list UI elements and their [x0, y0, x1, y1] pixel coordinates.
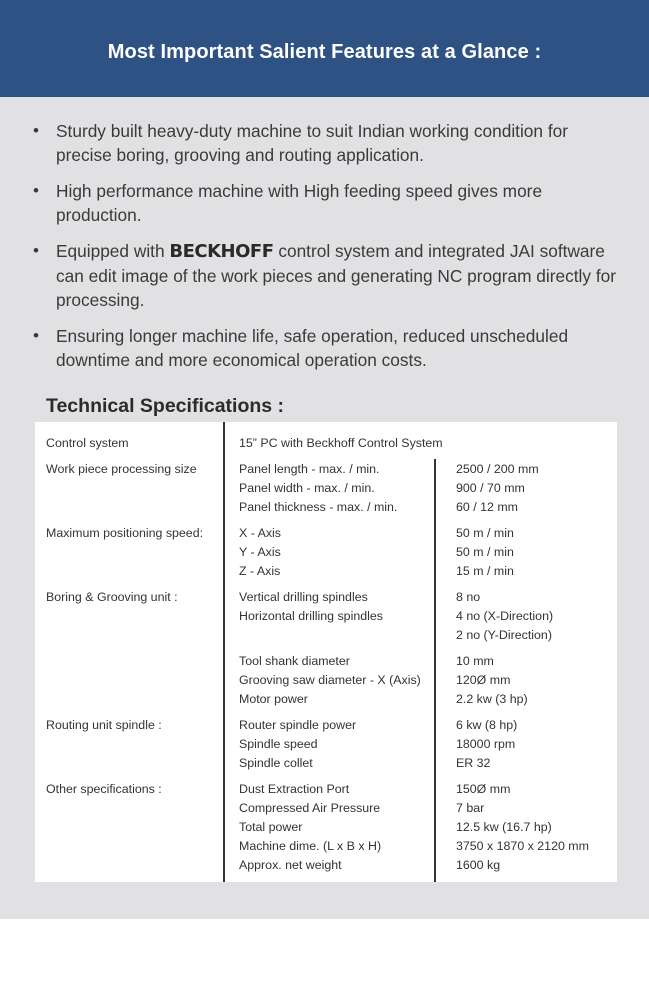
spec-param: X - Axis — [239, 526, 281, 540]
spec-label: Other specifications : — [46, 782, 162, 796]
spec-param: Spindle collet — [239, 756, 313, 770]
spec-param: Grooving saw diameter - X (Axis) — [239, 673, 421, 687]
page-header — [0, 0, 649, 97]
spec-value: 150Ø mm — [456, 782, 511, 796]
page-footer-space — [0, 919, 649, 1000]
spec-param: Panel length - max. / min. — [239, 462, 380, 476]
spec-label: Maximum positioning speed: — [46, 526, 204, 540]
brand-logo: BECKHOFF — [169, 241, 274, 262]
feature-item — [33, 239, 623, 312]
spec-param: Z - Axis — [239, 564, 281, 578]
column-divider — [434, 459, 436, 882]
spec-param: Total power — [239, 820, 303, 834]
spec-value: 18000 rpm — [456, 737, 516, 751]
feature-text: control system and integrated JAI software can edit image of the work pieces and generating NC program directly for processing. — [56, 241, 617, 310]
spec-value: 2.2 kw (3 hp) — [456, 692, 528, 706]
spec-param: Tool shank diameter — [239, 654, 350, 668]
feature-item: • High performance machine with High feeding speed gives more production. — [33, 179, 623, 227]
spec-value: 900 / 70 mm — [456, 481, 525, 495]
spec-param: Compressed Air Pressure — [239, 801, 381, 815]
spec-value: 4 no (X-Direction) — [456, 609, 554, 623]
page-title: Most Important Salient Features at a Glance : — [107, 41, 542, 63]
spec-param: Router spindle power — [239, 718, 357, 732]
spec-param: Dust Extraction Port — [239, 782, 350, 796]
spec-value: 12.5 kw (16.7 hp) — [456, 820, 552, 834]
spec-label: Boring & Grooving unit : — [46, 590, 178, 604]
spec-value: 120Ø mm — [456, 673, 511, 687]
spec-value: 1600 kg — [456, 858, 501, 872]
spec-param: Y - Axis — [239, 545, 281, 559]
spec-param: Horizontal drilling spindles — [239, 609, 383, 623]
spec-value: 15 m / min — [456, 564, 514, 578]
spec-value: 50 m / min — [456, 545, 514, 559]
spec-value: 2 no (Y-Direction) — [456, 628, 552, 642]
spec-table — [35, 422, 617, 882]
spec-value: 7 bar — [456, 801, 485, 815]
spec-param: Vertical drilling spindles — [239, 590, 368, 604]
content-panel — [0, 97, 649, 919]
feature-item: • Ensuring longer machine life, safe operation, reduced unscheduled downtime and more economical operation costs. — [33, 324, 623, 372]
spec-param: Panel thickness - max. / min. — [239, 500, 398, 514]
spec-label: Routing unit spindle : — [46, 718, 162, 732]
spec-label: Control system — [46, 436, 129, 450]
spec-param: Machine dime. (L x B x H) — [239, 839, 382, 853]
feature-list — [33, 119, 623, 384]
spec-param: Approx. net weight — [239, 858, 342, 872]
spec-label: Work piece processing size — [46, 462, 197, 476]
spec-value: 60 / 12 mm — [456, 500, 518, 514]
spec-value: 10 mm — [456, 654, 494, 668]
spec-title: Technical Specifications : — [46, 395, 285, 417]
spec-param: Panel width - max. / min. — [239, 481, 375, 495]
spec-value: 50 m / min — [456, 526, 514, 540]
spec-value: 2500 / 200 mm — [456, 462, 539, 476]
feature-item: • Sturdy built heavy-duty machine to suit Indian working condition for precise boring, grooving and routing application. — [33, 119, 623, 167]
feature-text: Equipped with — [56, 241, 170, 261]
spec-value: 6 kw (8 hp) — [456, 718, 518, 732]
spec-value: 8 no — [456, 590, 481, 604]
spec-value: ER 32 — [456, 756, 491, 770]
spec-value: 3750 x 1870 x 2120 mm — [456, 839, 589, 853]
column-divider — [223, 422, 225, 882]
spec-value: 15” PC with Beckhoff Control System — [239, 436, 443, 450]
spec-param: Spindle speed — [239, 737, 318, 751]
spec-param: Motor power — [239, 692, 308, 706]
